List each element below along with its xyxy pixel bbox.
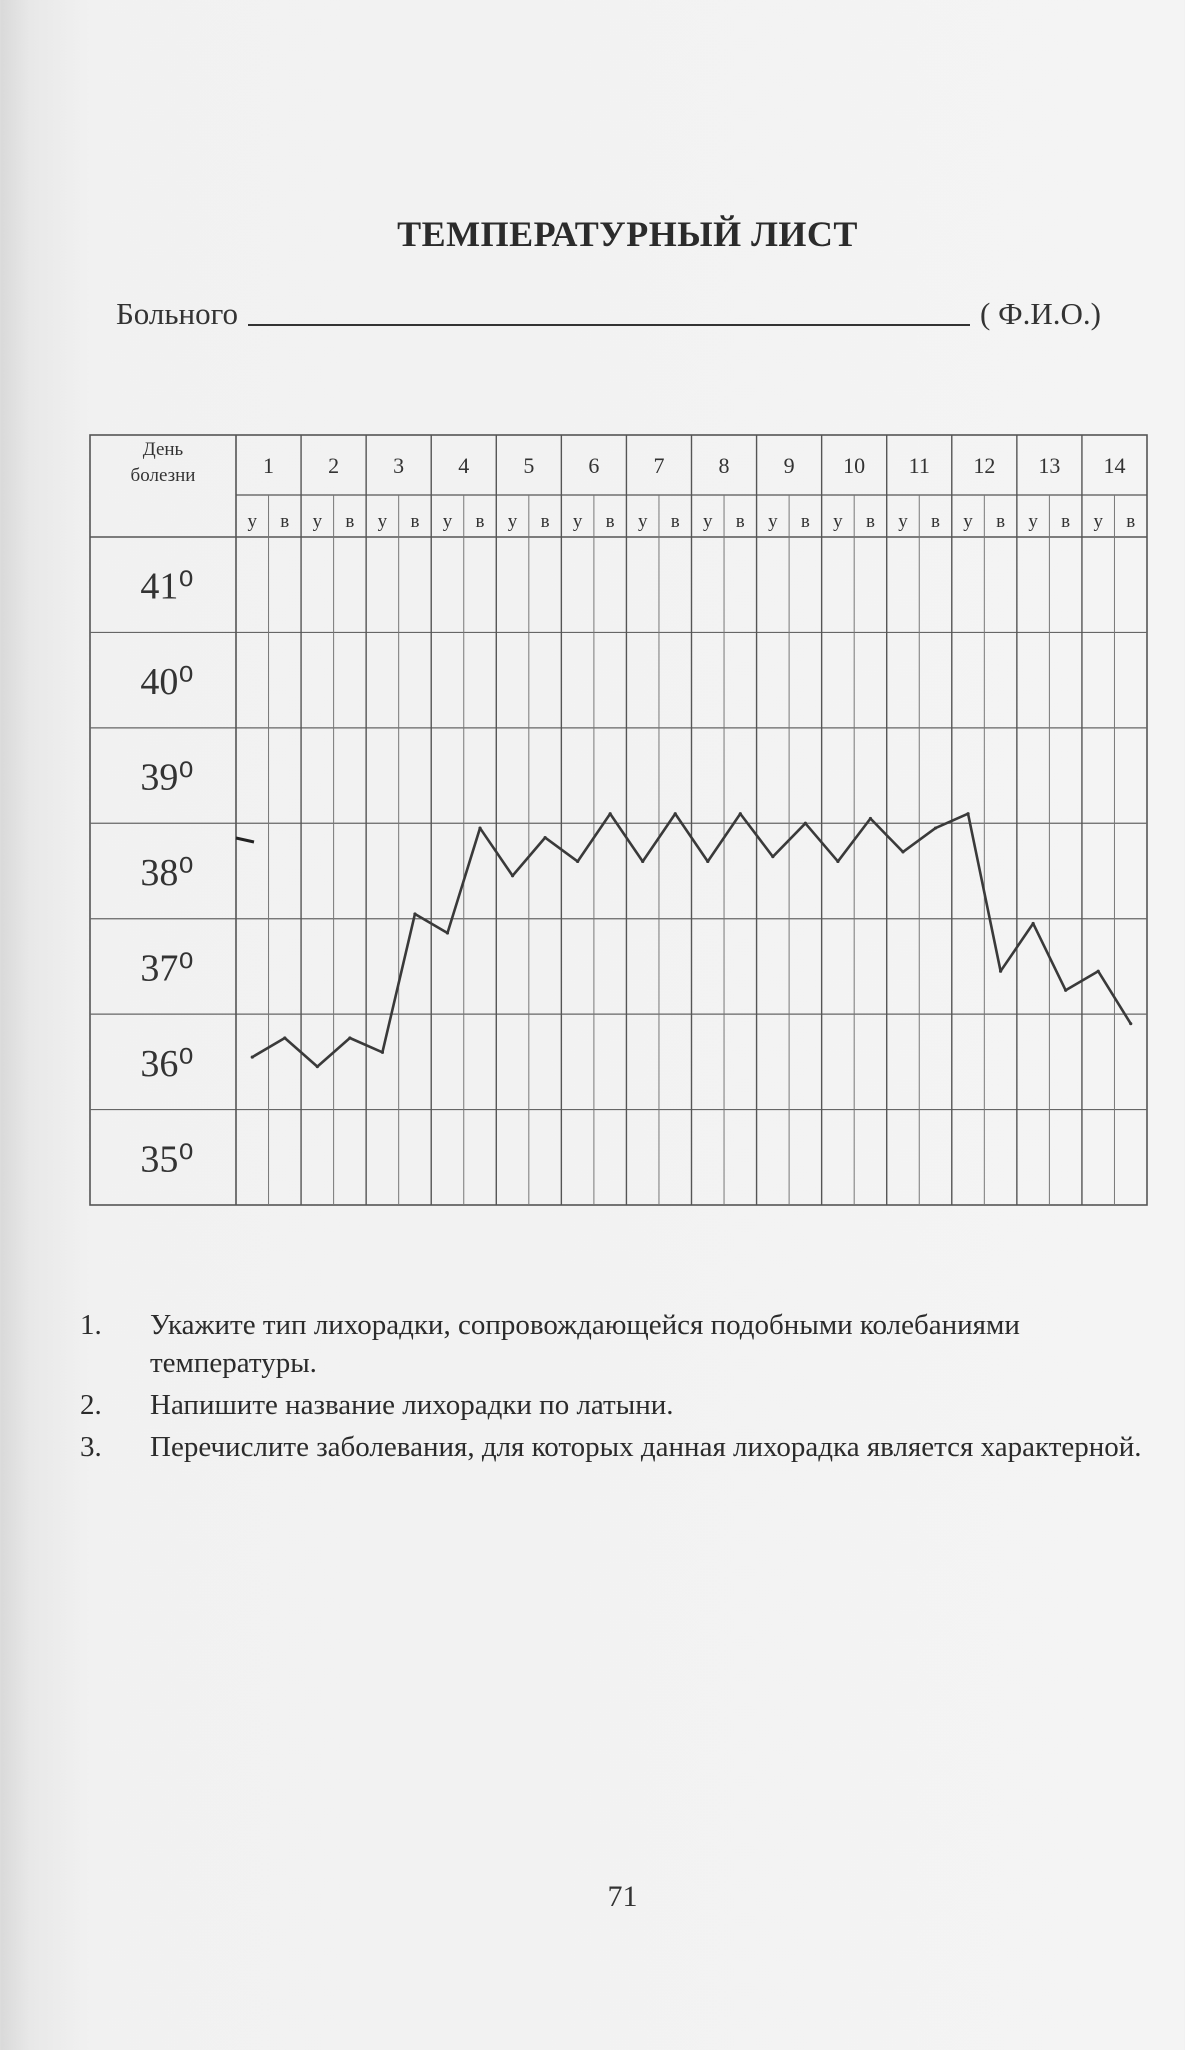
time-of-day-label: у: [898, 511, 908, 532]
day-number-label: 6: [588, 453, 600, 478]
day-number-label: 4: [458, 453, 470, 478]
question-item: [80, 1386, 1160, 1424]
temperature-data-point: [543, 836, 546, 839]
temperature-data-point: [739, 812, 742, 815]
temperature-data-point: [1129, 1022, 1132, 1025]
question-item: [80, 1306, 1160, 1382]
day-number-label: 9: [783, 453, 795, 478]
temperature-data-point: [836, 860, 839, 863]
time-of-day-label: в: [475, 511, 485, 532]
question-text: Напишите название лихорадки по латыни.: [150, 1389, 674, 1421]
time-of-day-label: в: [735, 511, 745, 532]
temperature-data-point: [966, 812, 969, 815]
temperature-data-point: [381, 1051, 384, 1054]
time-of-day-label: в: [1126, 511, 1136, 532]
temperature-data-point: [609, 812, 612, 815]
temperature-data-point: [316, 1065, 319, 1068]
day-number-label: 2: [328, 453, 340, 478]
day-number-label: 8: [718, 453, 730, 478]
temperature-data-point: [674, 812, 677, 815]
day-number-label: 5: [523, 453, 535, 478]
question-item: [80, 1428, 1160, 1466]
day-number-label: 10: [843, 453, 866, 478]
temperature-axis-label: 40⁰: [140, 661, 194, 704]
temperature-data-point: [869, 817, 872, 820]
time-of-day-label: в: [410, 511, 420, 532]
temperature-data-point: [478, 826, 481, 829]
question-number: 2.: [80, 1389, 102, 1421]
time-of-day-label: у: [637, 511, 648, 532]
time-of-day-label: у: [833, 511, 843, 532]
temperature-axis-label: 36⁰: [140, 1042, 194, 1085]
time-of-day-label: у: [377, 511, 388, 532]
day-number-label: 3: [393, 453, 405, 478]
time-of-day-label: у: [1028, 511, 1038, 532]
patient-name-hint: ( Ф.И.О.): [980, 296, 1101, 331]
time-of-day-label: в: [605, 511, 615, 532]
temperature-data-point: [576, 860, 579, 863]
time-of-day-label: у: [247, 511, 258, 532]
temperature-data-point: [446, 931, 449, 934]
day-number-label: 14: [1103, 453, 1126, 478]
time-of-day-label: в: [1061, 511, 1071, 532]
chart-frame: [90, 435, 1147, 1205]
time-of-day-label: в: [800, 511, 810, 532]
day-number-label: 11: [908, 453, 930, 478]
question-number: 1.: [80, 1309, 102, 1341]
page-title: ТЕМПЕРАТУРНЫЙ ЛИСТ: [397, 214, 858, 254]
time-of-day-label: в: [670, 511, 680, 532]
time-of-day-label: у: [442, 511, 453, 532]
temperature-data-point: [1032, 922, 1035, 925]
temperature-data-point: [511, 874, 514, 877]
question-text: Перечислите заболевания, для которых данная лихорадка является характерной.: [150, 1431, 1142, 1463]
margin-tick-mark: [236, 838, 254, 842]
day-number-label: 13: [1038, 453, 1061, 478]
temperature-data-point: [348, 1036, 351, 1039]
header-label-text: День: [142, 439, 184, 460]
temperature-data-point: [251, 1055, 254, 1058]
time-of-day-label: у: [1093, 511, 1103, 532]
page-number: 71: [607, 1880, 638, 1913]
temperature-data-point: [934, 826, 937, 829]
time-of-day-label: в: [345, 511, 355, 532]
temperature-data-point: [1064, 989, 1067, 992]
temperature-data-point: [413, 912, 416, 915]
question-text: Укажите тип лихорадки, сопровождающейся подобными колебаниями температуры.: [150, 1309, 1020, 1379]
time-of-day-label: у: [703, 511, 713, 532]
time-of-day-label: у: [768, 511, 778, 532]
temperature-data-point: [804, 822, 807, 825]
day-number-label: 7: [653, 453, 665, 478]
time-of-day-label: в: [280, 511, 290, 532]
temperature-axis-label: 39⁰: [140, 756, 194, 799]
time-of-day-label: в: [996, 511, 1006, 532]
day-number-label: 12: [973, 453, 996, 478]
time-of-day-label: у: [963, 511, 973, 532]
temperature-axis-label: 38⁰: [140, 852, 194, 894]
temperature-data-point: [901, 850, 904, 853]
header-label-text: болезни: [130, 465, 196, 486]
time-of-day-label: у: [312, 511, 323, 532]
temperature-data-point: [283, 1036, 286, 1039]
time-of-day-label: в: [540, 511, 550, 532]
question-number: 3.: [80, 1431, 102, 1463]
time-of-day-label: в: [865, 511, 875, 532]
temperature-axis-label: 41⁰: [140, 565, 194, 608]
day-number-label: 1: [263, 453, 275, 478]
question-list: [80, 1306, 1160, 1470]
temperature-data-point: [999, 970, 1002, 973]
temperature-data-point: [771, 855, 774, 858]
temperature-axis-label: 35⁰: [140, 1138, 194, 1181]
temperature-data-point: [706, 860, 709, 863]
time-of-day-label: в: [931, 511, 941, 532]
time-of-day-label: у: [572, 511, 583, 532]
temperature-data-point: [641, 860, 644, 863]
temperature-data-point: [1097, 970, 1100, 973]
time-of-day-label: у: [507, 511, 518, 532]
patient-label: Больного: [116, 296, 239, 331]
temperature-axis-label: 37⁰: [140, 947, 194, 990]
